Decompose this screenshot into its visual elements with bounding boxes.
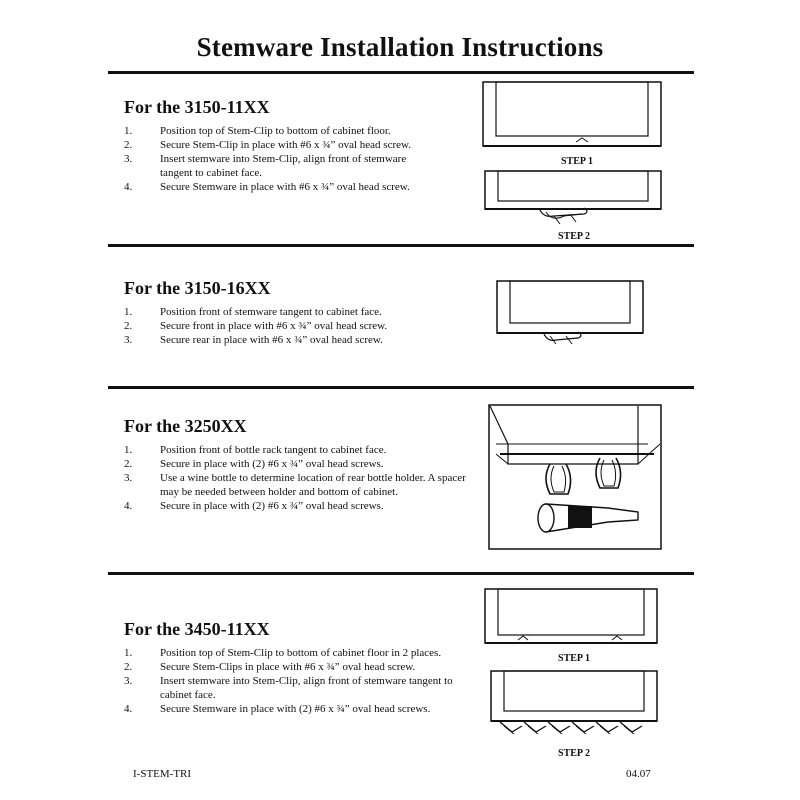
list-item: 4. Secure in place with (2) #6 x ¾” oval head screws.: [124, 500, 384, 512]
list-item: 3. Insert stemware into Stem-Clip, align front of stemware tangent to cabinet face.: [124, 675, 453, 701]
list-item: 4. Secure Stemware in place with (2) #6 x ¾” oval head screws.: [124, 703, 431, 715]
section-3450-11xx: [124, 618, 484, 716]
cabinet-diagram-step2: [484, 170, 662, 230]
list-item: 3. Use a wine bottle to determine location of rear bottle holder. A spacer may be needed between holder and bottom of cabinet.: [124, 472, 466, 498]
section-divider: [108, 572, 694, 575]
list-item: 1. Position front of stemware tangent to cabinet face.: [124, 306, 382, 318]
steps-list: [124, 305, 484, 347]
list-item: 1. Position front of bottle rack tangent to cabinet face.: [124, 444, 387, 456]
list-item: 2. Secure in place with (2) #6 x ¾” oval head screws.: [124, 458, 384, 470]
section-heading: For the 3450-11XX: [124, 619, 270, 639]
cabinet-diagram-step1: [482, 80, 662, 154]
list-item: 1. Position top of Stem-Clip to bottom of cabinet floor.: [124, 125, 391, 137]
steps-list: [124, 124, 484, 194]
document-date: 04.07: [626, 768, 651, 780]
document-id: I-STEM-TRI: [133, 768, 192, 780]
list-item: 2. Secure Stem-Clips in place with #6 x ¾” oval head screw.: [124, 661, 416, 673]
section-3150-11xx: [124, 96, 484, 194]
section-3150-16xx: [124, 277, 484, 347]
figure-caption: STEP 2: [558, 231, 590, 242]
section-3250xx: [124, 415, 484, 513]
section-divider: [108, 386, 694, 389]
steps-list: [124, 646, 484, 716]
list-item: 2. Secure Stem-Clip in place with #6 x ¾” oval head screw.: [124, 139, 411, 151]
page-title: Stemware Installation Instructions: [196, 32, 604, 62]
section-heading: For the 3150-11XX: [124, 97, 270, 117]
section-divider: [108, 244, 694, 247]
figure-caption: STEP 1: [558, 653, 590, 664]
bottle-rack-diagram: [488, 404, 662, 550]
steps-list: [124, 443, 484, 513]
list-item: 3. Insert stemware into Stem-Clip, align front of stemware tangent to cabinet face.: [124, 153, 407, 179]
section-heading: For the 3250XX: [124, 416, 247, 436]
section-divider: [108, 71, 694, 74]
cabinet-diagram-step1: [484, 588, 658, 650]
list-item: 2. Secure front in place with #6 x ¾” oval head screw.: [124, 320, 388, 332]
list-item: 4. Secure Stemware in place with #6 x ¾” oval head screw.: [124, 181, 410, 193]
section-heading: For the 3150-16XX: [124, 278, 271, 298]
list-item: 1. Position top of Stem-Clip to bottom of cabinet floor in 2 places.: [124, 647, 442, 659]
list-item: 3. Secure rear in place with #6 x ¾” oval head screw.: [124, 334, 383, 346]
cabinet-diagram-3150-16xx: [496, 280, 644, 348]
figure-caption: STEP 1: [561, 156, 593, 167]
figure-caption: STEP 2: [558, 748, 590, 759]
cabinet-diagram-step2: [490, 670, 658, 740]
